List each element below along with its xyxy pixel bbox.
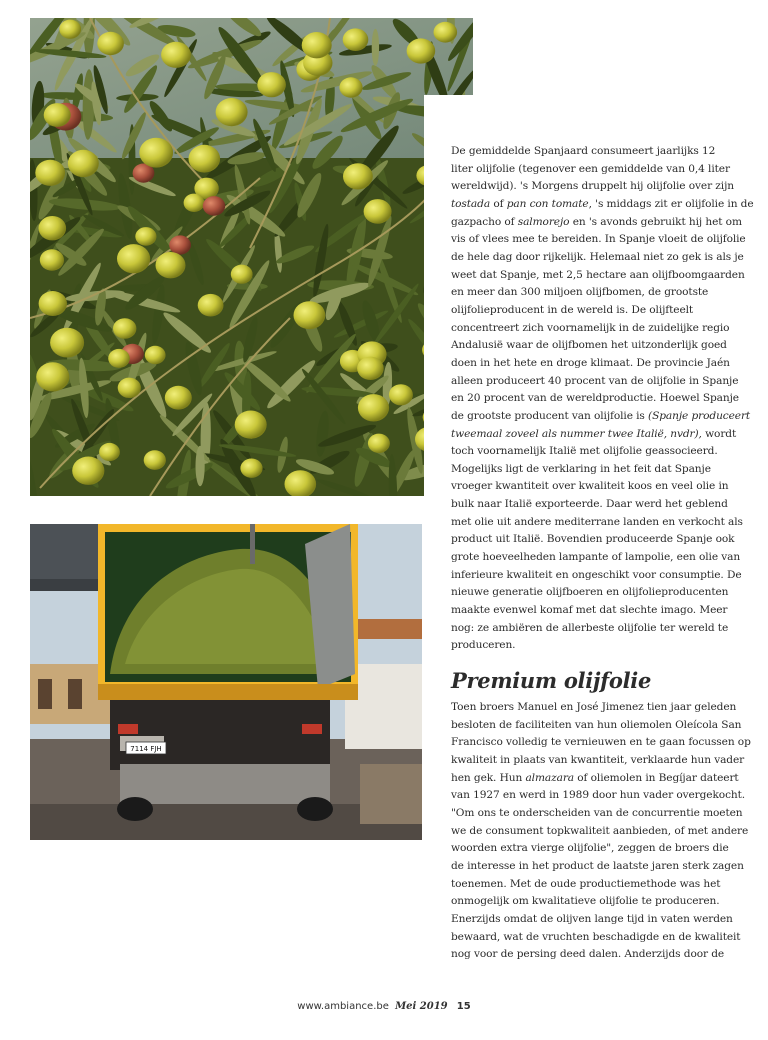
text-span: of [490,197,507,210]
olive-branch-illustration [30,18,473,496]
article-paragraph-1 [451,143,764,655]
text-line: besloten de faciliteiten van hun oliemolen Oleícola San [451,718,742,731]
olive-fruit [339,77,362,97]
text-line: Toen broers Manuel en José Jimenez tien jaar geleden [451,701,737,713]
text-line: doen in het hete en droge klimaat. De provincie Jaén [451,356,730,369]
olive-fruit [39,291,67,316]
olive-fruit [216,98,248,126]
section-heading: Premium olijfolie [451,668,652,693]
olive-fruit [231,265,253,284]
olive-leaf [196,446,205,487]
text-line [451,426,764,444]
olive-fruit [161,42,191,68]
olive-fruit [235,411,267,439]
olive-fruit [113,318,136,339]
olive-fruit [257,72,286,97]
text-line: kwaliteit in plaats van kwantiteit, verklaarde hun vader [451,753,745,766]
text-line: weet dat Spanje, met 2,5 hectare aan olijfboomgaarden [451,268,745,281]
text-line [451,196,764,214]
olive-fruit [364,199,392,224]
olive-fruit [358,394,389,421]
olive-fruit [36,362,69,391]
italic-text: (Spanje produceert [648,409,751,422]
text-line: nog: ze ambiëren de allerbeste olijfolie ter wereld te [451,621,729,634]
olive-fruit [198,294,224,317]
olive-fruit [118,378,141,398]
text-line: nog voor de persing deed dalen. Anderzijds door de [451,948,725,961]
text-line: olijfolieproducent in de wereld is. De olijfteelt [451,303,694,316]
footer-issue: Mei 2019 [395,1001,448,1012]
olive-fruit [108,349,130,368]
olive-fruit [407,38,436,63]
text-line: de interesse in het product de laatste jaren sterk zagen [451,859,744,872]
olive-fruit [35,160,65,186]
text-line: liter olijfolie (tegenover een gemiddelde van 0,4 liter [451,162,730,175]
text-line: vroeger kwantiteit over kwaliteit koos en veel olie in [451,480,729,493]
text-line: de hele dag door rijkelijk. Helemaal niet zo gek is als je [451,250,744,263]
text-line: toenemen. Met de oude productiemethode was het [451,877,721,890]
text-line: nieuwe generatie olijfboeren en olijfolieproducenten [451,586,729,599]
text-line: product uit Italië. Bovendien produceerde Spanje ook [451,533,735,546]
page-number: 15 [456,1001,471,1012]
footer-site[interactable]: www.ambiance.be [297,1001,389,1012]
olive-truck-photo [30,524,422,840]
text-span: wordt [701,427,737,440]
olive-fruit [302,32,332,58]
text-line: wereldwijd). 's Morgens druppelt hij olijfolie over zijn [451,180,734,193]
olive-fruit [117,244,150,273]
license-plate: 7114 FJH [130,745,162,753]
text-line: onmogelijk om kwalitatieve olijfolie te produceren. [451,895,720,908]
italic-text: tweemaal zoveel als nummer twee Italië, nvdr), [451,427,702,440]
text-line: "Om ons te onderscheiden van de concurrentie moeten [451,806,743,819]
text-span: en 's avonds gebruikt hij het om [569,215,742,228]
text-line: Andalusië waar de olijfbomen het uitzonderlijk goed [451,339,727,352]
olive-fruit [434,22,458,43]
olive-fruit [144,450,166,470]
olive-fruit [294,301,326,329]
olive-fruit [44,103,71,127]
page-footer [0,1001,768,1012]
olive-fruit [156,252,186,278]
text-line: met olie uit andere mediterrane landen en verkocht als [451,515,743,528]
olive-fruit [139,138,173,168]
truck-illustration [30,524,422,840]
olive-fruit [343,28,369,51]
olive-fruit [135,227,156,246]
text-line: bewaard, wat de vruchten beschadigde en de kwaliteit [451,930,741,943]
text-line [451,214,764,232]
article-paragraph-2 [451,699,764,964]
italic-text: pan con tomate [506,197,589,210]
olive-branch-photo [30,18,473,496]
olive-fruit [368,434,390,453]
text-line [451,408,764,426]
text-span: , 's middags zit er olijfolie in de [588,197,754,210]
italic-text: salmorejo [517,215,570,228]
text-line: Mogelijks ligt de verklaring in het feit dat Spanje [451,462,711,475]
text-line: en meer dan 300 miljoen olijfbomen, de grootste [451,286,709,299]
olive-fruit [169,235,191,254]
text-line: Francisco volledig te vernieuwen en te gaan focussen op [451,736,751,749]
text-line: bulk naar Italië exporteerde. Daar werd het geblend [451,498,728,511]
olive-fruit [72,457,104,485]
olive-fruit [240,459,262,478]
italic-text: almazara [525,771,574,784]
olive-fruit [189,145,221,173]
text-line: inferieure kwaliteit en ongeschikt voor consumptie. De [451,568,742,581]
olive-fruit [184,194,205,212]
italic-text: tostada [451,197,491,210]
olive-fruit [39,216,67,240]
text-span: gazpacho of [451,215,518,228]
text-span: de grootste producent van olijfolie is [451,409,649,422]
text-line: woorden extra vierge olijfolie", zeggen de broers die [451,842,729,855]
text-line: concentreert zich voornamelijk in de zuidelijke regio [451,321,730,334]
olive-fruit [145,346,166,364]
text-line: en 20 procent van de wereldproductie. Hoewel Spanje [451,392,739,405]
olive-fruit [50,328,84,358]
text-line: De gemiddelde Spanjaard consumeert jaarlijks 12 [451,145,716,157]
text-line: grote hoeveelheden lampante of lampolie, een olie van [451,551,741,564]
text-line: we de consument topkwaliteit aanbieden, of met andere [451,824,749,837]
text-line: produceren. [451,639,516,652]
text-line: alleen produceert 40 procent van de olijfolie in Spanje [451,374,739,387]
olive-fruit [59,20,81,39]
text-span: of oliemolen in Begíjar dateert [574,771,739,784]
text-line: van 1927 en werd in 1989 door hun vader overgekocht. [451,789,746,802]
olive-fruit [203,196,225,216]
text-line: maakte evenwel komaf met dat slechte imago. Meer [451,604,728,617]
text-line: toch voornamelijk Italië met olijfolie geassocieerd. [451,445,718,458]
olive-fruit [389,384,413,405]
olive-fruit [68,150,99,177]
olive-fruit [99,443,120,461]
olive-leaf [372,29,379,66]
olive-fruit [40,249,64,270]
text-line: Enerzijds omdat de olijven lange tijd in vaten werden [451,912,733,925]
text-line: vis of vlees mee te bereiden. In Spanje vloeit de olijfolie [451,233,746,246]
olive-fruit [165,386,192,410]
olive-fruit [97,32,124,55]
olive-fruit [357,357,384,380]
text-span: hen gek. Hun [451,771,526,784]
text-line [451,770,764,788]
olive-fruit [343,163,373,189]
